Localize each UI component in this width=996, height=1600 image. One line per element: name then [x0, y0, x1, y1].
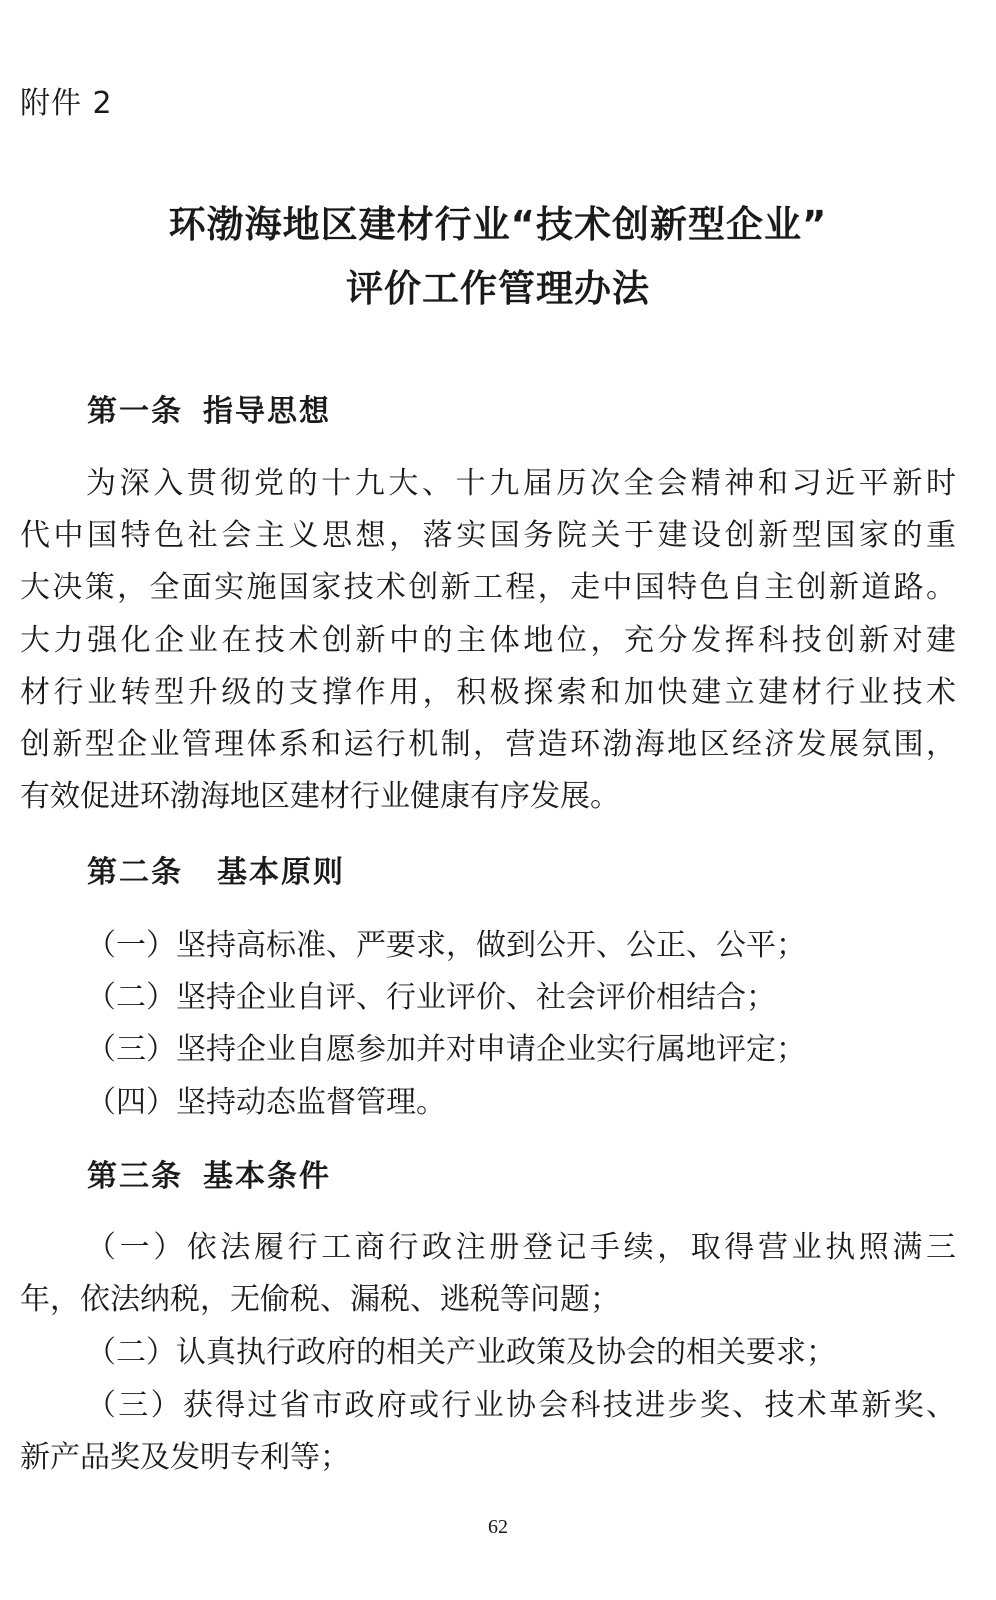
article-3-title: 基本条件	[203, 1159, 331, 1194]
article-1-number: 第一条	[87, 394, 183, 429]
article-3-line: 年，依法纳税，无偷税、漏税、逃税等问题；	[20, 1282, 620, 1317]
document-title-line-2: 评价工作管理办法	[346, 267, 650, 310]
article-1-title: 指导思想	[203, 394, 331, 429]
article-3-line: 新产品奖及发明专利等；	[20, 1440, 350, 1475]
article-1-line: 代中国特色社会主义思想，落实国务院关于建设创新型国家的重	[20, 518, 956, 553]
page-number: 62	[488, 1516, 508, 1538]
article-3-heading	[87, 1151, 331, 1195]
article-1-line: 创新型企业管理体系和运行机制，营造环渤海地区经济发展氛围，	[20, 727, 956, 762]
article-1-line: 有效促进环渤海地区建材行业健康有序发展。	[20, 779, 620, 814]
article-1-line: 为深入贯彻党的十九大、十九届历次全会精神和习近平新时	[86, 466, 956, 501]
article-1-line: 材行业转型升级的支撑作用，积极探索和加快建立建材行业技术	[20, 675, 956, 710]
article-2-item: （二）坚持企业自评、行业评价、社会评价相结合；	[86, 980, 776, 1015]
article-3-line: （三）获得过省市政府或行业协会科技进步奖、技术革新奖、	[86, 1388, 956, 1423]
article-1-line: 大力强化企业在技术创新中的主体地位，充分发挥科技创新对建	[20, 623, 956, 658]
document-title-line-1: 环渤海地区建材行业“技术创新型企业”	[168, 203, 828, 246]
article-2-title: 基本原则	[217, 855, 345, 890]
article-2-number: 第二条	[87, 855, 183, 890]
article-1-line: 大决策，全面实施国家技术创新工程，走中国特色自主创新道路。	[20, 570, 956, 605]
article-3-line: （二）认真执行政府的相关产业政策及协会的相关要求；	[86, 1335, 836, 1370]
article-2-item: （一）坚持高标准、严要求，做到公开、公正、公平；	[86, 928, 806, 963]
article-3-number: 第三条	[87, 1159, 183, 1194]
attachment-label: 附件 2	[20, 86, 113, 121]
article-3-line: （一）依法履行工商行政注册登记手续，取得营业执照满三	[86, 1230, 956, 1265]
article-2-heading	[87, 847, 345, 891]
article-2-item: （三）坚持企业自愿参加并对申请企业实行属地评定；	[86, 1032, 806, 1067]
article-2-item: （四）坚持动态监督管理。	[86, 1085, 446, 1120]
article-1-heading	[87, 386, 331, 430]
